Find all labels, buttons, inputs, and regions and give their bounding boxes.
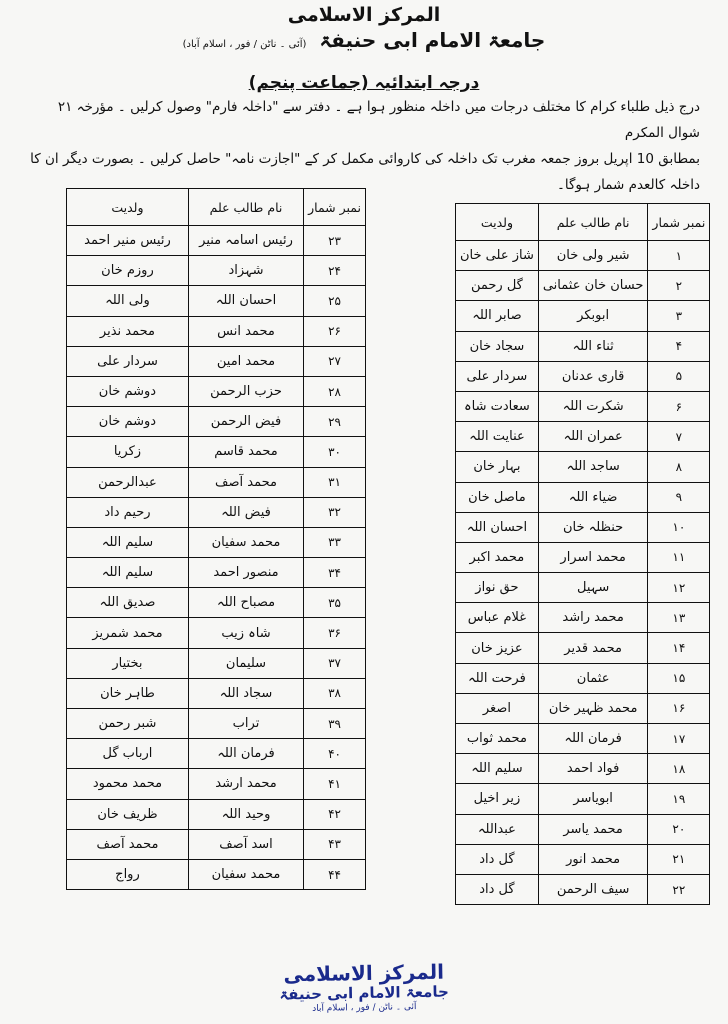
table-row — [67, 829, 366, 859]
institution-name: جامعۃ الامام ابی حنیفۃ — [319, 28, 546, 52]
student-name: محمد سفیان — [188, 859, 303, 889]
column-header-number: نمبر شمار — [648, 204, 710, 241]
table-row — [456, 814, 710, 844]
father-name: سلیم اللہ — [67, 527, 189, 557]
father-name: دوشم خان — [67, 376, 189, 406]
student-number: ۴۰ — [304, 739, 366, 769]
table-row — [67, 769, 366, 799]
student-name: سلیمان — [188, 648, 303, 678]
org-name: المرکز الاسلامی — [287, 4, 441, 26]
student-number: ۲۵ — [304, 286, 366, 316]
student-name: محمد آصف — [188, 467, 303, 497]
student-name: حسان خان عثمانی — [538, 271, 648, 301]
father-name: شاز علی خان — [456, 241, 539, 271]
student-number: ۶ — [648, 391, 710, 421]
student-name: مصباح اللہ — [188, 588, 303, 618]
student-name: فیض اللہ — [188, 497, 303, 527]
table-row — [456, 422, 710, 452]
table-row — [67, 859, 366, 889]
student-number: ۲ — [648, 271, 710, 301]
father-name: صدیق اللہ — [67, 588, 189, 618]
father-name: حق نواز — [456, 573, 539, 603]
student-number: ۳ — [648, 301, 710, 331]
student-number: ۳۰ — [304, 437, 366, 467]
table-header-row — [67, 189, 366, 226]
father-name: دوشم خان — [67, 407, 189, 437]
father-name: احسان اللہ — [456, 512, 539, 542]
table-row — [456, 633, 710, 663]
student-number: ۱۷ — [648, 724, 710, 754]
column-header-number: نمبر شمار — [304, 189, 366, 226]
student-number: ۳۳ — [304, 527, 366, 557]
student-number: ۳۹ — [304, 709, 366, 739]
father-name: عبدالرحمن — [67, 467, 189, 497]
student-number: ۴۱ — [304, 769, 366, 799]
student-name: سیف الرحمن — [538, 874, 648, 904]
student-name: منصور احمد — [188, 558, 303, 588]
table-header-row — [456, 204, 710, 241]
student-number: ۲۹ — [304, 407, 366, 437]
table-row — [456, 542, 710, 572]
table-row — [67, 618, 366, 648]
student-name: محمد سفیان — [188, 527, 303, 557]
father-name: رحیم داد — [67, 497, 189, 527]
table-row — [67, 376, 366, 406]
table-row — [456, 301, 710, 331]
table-row — [456, 754, 710, 784]
student-name: شہزاد — [188, 256, 303, 286]
student-name: وحید اللہ — [188, 799, 303, 829]
table-row — [67, 346, 366, 376]
student-name: شیر ولی خان — [538, 241, 648, 271]
table-row — [456, 784, 710, 814]
student-number: ۳۵ — [304, 588, 366, 618]
student-name: ساجد اللہ — [538, 452, 648, 482]
table-row — [456, 874, 710, 904]
student-number: ۴۲ — [304, 799, 366, 829]
table-row — [67, 467, 366, 497]
father-name: صابر اللہ — [456, 301, 539, 331]
table-row — [67, 407, 366, 437]
notice-line-2: بمطابق 10 اپریل بروز جمعہ مغرب تک داخلہ کی کاروائی مکمل کر کے "اجازت نامہ" حاصل کرلیں ۔ بصورت دیگر ان کا داخلہ کالعدم شمار ہوگا۔ — [30, 151, 700, 193]
table-row — [456, 693, 710, 723]
student-number: ۱۴ — [648, 633, 710, 663]
father-name: سردار علی — [67, 346, 189, 376]
student-name: محمد راشد — [538, 603, 648, 633]
father-name: محمد شمریز — [67, 618, 189, 648]
student-number: ۴۳ — [304, 829, 366, 859]
table-row — [67, 678, 366, 708]
stamp-address: آئی ۔ ناٹن / فور ، اسلام آباد — [312, 1002, 417, 1014]
father-name: رئیس منیر احمد — [67, 226, 189, 256]
student-name: حزب الرحمن — [188, 376, 303, 406]
father-name: محمد ثواب — [456, 724, 539, 754]
column-header-student-name: نام طالب علم — [538, 204, 648, 241]
class-title: درجہ ابتدائیہ (جماعت پنجم) — [248, 73, 480, 93]
student-number: ۳۴ — [304, 558, 366, 588]
student-number: ۱۶ — [648, 693, 710, 723]
student-number: ۲۷ — [304, 346, 366, 376]
student-name: محمد امین — [188, 346, 303, 376]
father-name: ارباب گل — [67, 739, 189, 769]
student-number: ۳۷ — [304, 648, 366, 678]
father-name: سلیم اللہ — [456, 754, 539, 784]
table-row — [456, 452, 710, 482]
father-name: زکریا — [67, 437, 189, 467]
table-row — [456, 844, 710, 874]
student-number: ۲۱ — [648, 844, 710, 874]
student-name: فیض الرحمن — [188, 407, 303, 437]
student-number: ۹ — [648, 482, 710, 512]
father-name: محمد نذیر — [67, 316, 189, 346]
father-name: زیر اخیل — [456, 784, 539, 814]
student-number: ۴ — [648, 331, 710, 361]
table-row — [456, 271, 710, 301]
stamp-org: المرکز الاسلامی — [283, 959, 445, 987]
student-name: فواد احمد — [538, 754, 648, 784]
student-name: ابویاسر — [538, 784, 648, 814]
student-number: ۱۵ — [648, 663, 710, 693]
table-row — [456, 663, 710, 693]
table-row — [67, 648, 366, 678]
student-number: ۱۲ — [648, 573, 710, 603]
student-number: ۱۸ — [648, 754, 710, 784]
student-name: سجاد اللہ — [188, 678, 303, 708]
father-name: بہار خان — [456, 452, 539, 482]
student-number: ۲۳ — [304, 226, 366, 256]
column-header-student-name: نام طالب علم — [188, 189, 303, 226]
student-number: ۳۶ — [304, 618, 366, 648]
table-row — [67, 558, 366, 588]
table-row — [456, 241, 710, 271]
student-name: محمد انور — [538, 844, 648, 874]
father-name: گل داد — [456, 874, 539, 904]
father-name: روزم خان — [67, 256, 189, 286]
father-name: سعادت شاہ — [456, 391, 539, 421]
student-number: ۱۳ — [648, 603, 710, 633]
father-name: طاہر خان — [67, 678, 189, 708]
student-name: محمد قاسم — [188, 437, 303, 467]
student-number: ۳۲ — [304, 497, 366, 527]
table-row — [456, 573, 710, 603]
table-row — [67, 799, 366, 829]
table-row — [456, 724, 710, 754]
student-number: ۱ — [648, 241, 710, 271]
student-number: ۲۴ — [304, 256, 366, 286]
institution-stamp — [276, 960, 453, 1015]
father-name: ماصل خان — [456, 482, 539, 512]
table-row — [67, 256, 366, 286]
student-name: محمد ارشد — [188, 769, 303, 799]
father-name: بختیار — [67, 648, 189, 678]
father-name: عزیز خان — [456, 633, 539, 663]
table-row — [456, 331, 710, 361]
father-name: سجاد خان — [456, 331, 539, 361]
father-name: رواج — [67, 859, 189, 889]
table-row — [67, 226, 366, 256]
student-name: سہیل — [538, 573, 648, 603]
table-row — [67, 286, 366, 316]
student-name: ابوبکر — [538, 301, 648, 331]
student-number: ۲۰ — [648, 814, 710, 844]
students-table-left — [66, 188, 366, 890]
father-name: عبداللہ — [456, 814, 539, 844]
father-name: گل رحمن — [456, 271, 539, 301]
table-row — [456, 361, 710, 391]
student-number: ۵ — [648, 361, 710, 391]
student-name: شکرت اللہ — [538, 391, 648, 421]
table-row — [456, 512, 710, 542]
student-name: محمد یاسر — [538, 814, 648, 844]
father-name: گل داد — [456, 844, 539, 874]
student-name: عثمان — [538, 663, 648, 693]
student-name: فرمان اللہ — [538, 724, 648, 754]
student-name: تراب — [188, 709, 303, 739]
student-number: ۷ — [648, 422, 710, 452]
institution-heading — [0, 28, 728, 52]
student-number: ۲۶ — [304, 316, 366, 346]
student-name: محمد انس — [188, 316, 303, 346]
student-number: ۱۱ — [648, 542, 710, 572]
table-row — [456, 391, 710, 421]
student-number: ۱۹ — [648, 784, 710, 814]
notice-line-1: درج ذیل طلباء کرام کا مختلف درجات میں داخلہ منظور ہوا ہے ۔ دفتر سے "داخلہ فارم" وصول کرلیں ۔ مؤرخہ ۲۱ شوال المکرم — [57, 99, 700, 141]
father-name: غلام عباس — [456, 603, 539, 633]
table-row — [67, 316, 366, 346]
student-name: ثناء اللہ — [538, 331, 648, 361]
table-row — [456, 603, 710, 633]
father-name: محمد اکبر — [456, 542, 539, 572]
column-header-father-name: ولدیت — [456, 204, 539, 241]
column-header-father-name: ولدیت — [67, 189, 189, 226]
student-name: قاری عدنان — [538, 361, 648, 391]
student-name: حنظلہ خان — [538, 512, 648, 542]
father-name: عنایت اللہ — [456, 422, 539, 452]
table-row — [67, 527, 366, 557]
table-row — [67, 588, 366, 618]
student-number: ۲۲ — [648, 874, 710, 904]
father-name: محمد آصف — [67, 829, 189, 859]
student-number: ۴۴ — [304, 859, 366, 889]
stamp-institution: جامعۃ الامام ابی حنیفۃ — [279, 982, 449, 1004]
student-name: محمد ظہیر خان — [538, 693, 648, 723]
student-name: رئیس اسامہ منیر — [188, 226, 303, 256]
student-name: اسد آصف — [188, 829, 303, 859]
table-row — [456, 482, 710, 512]
table-row — [67, 739, 366, 769]
father-name: سردار علی — [456, 361, 539, 391]
table-row — [67, 497, 366, 527]
father-name: شبر رحمن — [67, 709, 189, 739]
students-table-right — [455, 203, 710, 905]
father-name: محمد محمود — [67, 769, 189, 799]
father-name: ولی اللہ — [67, 286, 189, 316]
table-row — [67, 709, 366, 739]
student-name: ضیاء اللہ — [538, 482, 648, 512]
father-name: اصغر — [456, 693, 539, 723]
student-number: ۸ — [648, 452, 710, 482]
father-name: سلیم اللہ — [67, 558, 189, 588]
student-name: فرمان اللہ — [188, 739, 303, 769]
student-name: شاہ زیب — [188, 618, 303, 648]
institution-address: (آئی ۔ ناٹن / فور ، اسلام آباد) — [182, 39, 307, 50]
student-number: ۳۸ — [304, 678, 366, 708]
student-name: عمران اللہ — [538, 422, 648, 452]
student-number: ۱۰ — [648, 512, 710, 542]
student-name: احسان اللہ — [188, 286, 303, 316]
student-name: محمد اسرار — [538, 542, 648, 572]
table-row — [67, 437, 366, 467]
student-name: محمد قدیر — [538, 633, 648, 663]
father-name: ظریف خان — [67, 799, 189, 829]
father-name: فرحت اللہ — [456, 663, 539, 693]
student-number: ۳۱ — [304, 467, 366, 497]
student-number: ۲۸ — [304, 376, 366, 406]
